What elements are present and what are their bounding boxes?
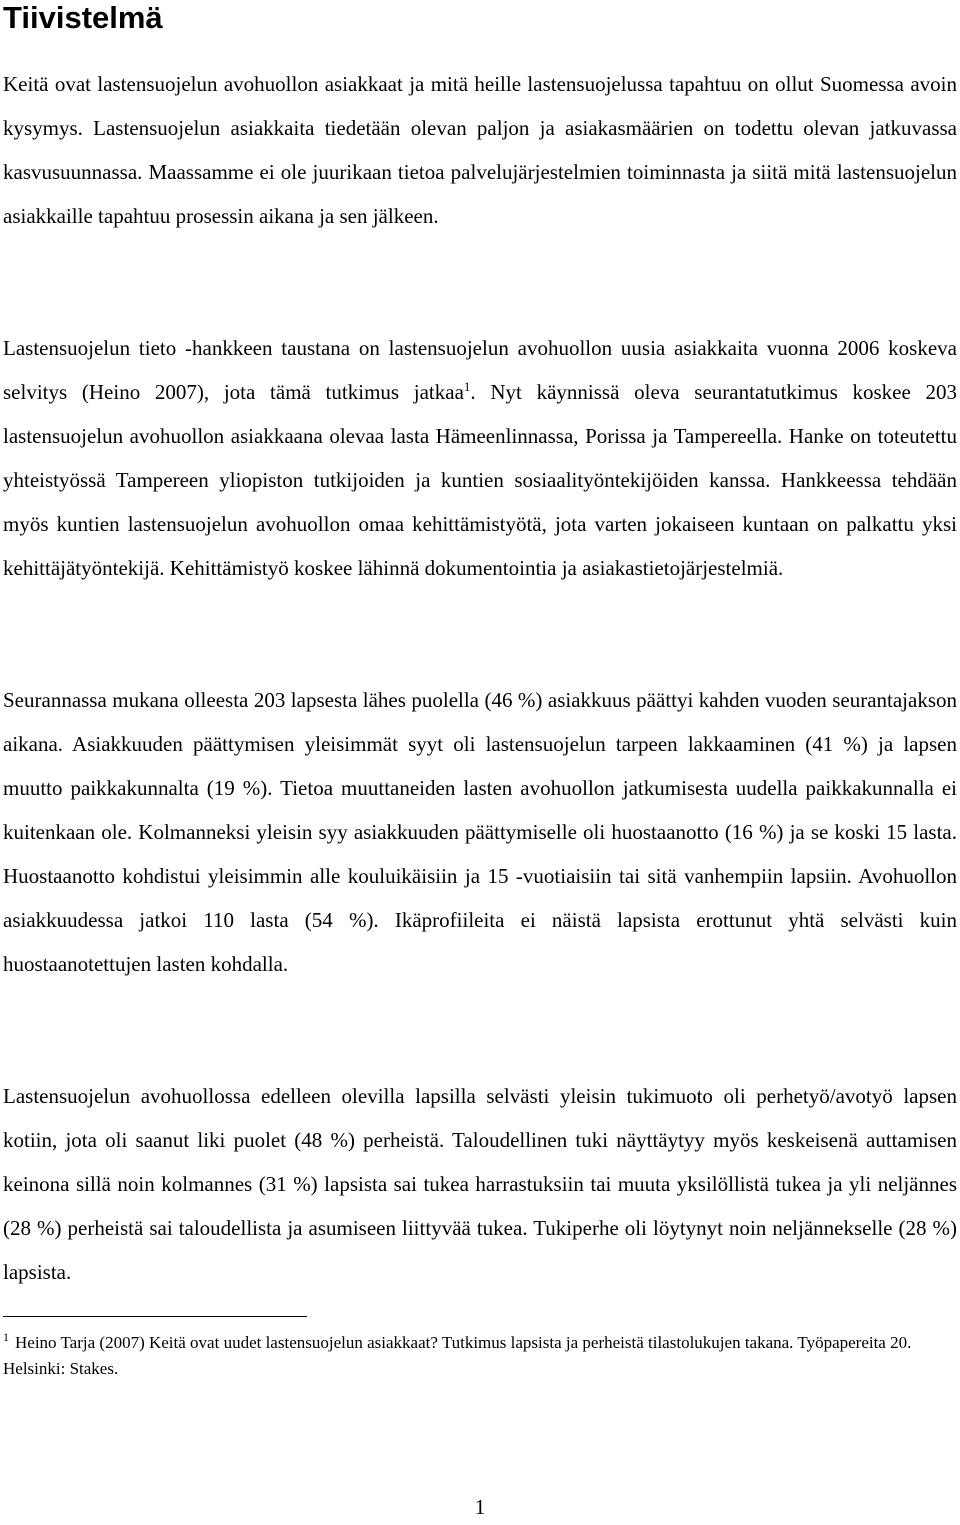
footnote-reference: 1 xyxy=(463,379,471,394)
section-heading: Tiivistelmä xyxy=(3,0,163,35)
paragraph-follow-up-results: Seurannassa mukana olleesta 203 lapsesta lähes puolella (46 %) asiakkuus päättyi kahden vuoden seurantajakson aikana. Asiakkuuden päättymisen yleisimmät syyt oli lastensuojelun tarpeen lakkaaminen (41 %) ja lapsen muutto paikkakunnalta (19 %). Tietoa muuttaneiden lasten avohuollon jatkumisesta uudella paikkakunnalla ei kuitenkaan ole. Kolmanneksi yleisin syy asiakkuuden päättymiselle oli huostaanotto (16 %) ja se koski 15 lasta. Huostaanotto kohdistui yleisimmin alle kouluikäisiin ja 15 -vuotiaisiin tai sitä vanhempiin lapsiin. Avohuollon asiakkuudessa jatkoi 110 lasta (54 %). Ikäprofiileita ei näistä lapsista erottunut yhtä selvästi kuin huostaanotettujen lasten kohdalla. xyxy=(3,688,957,976)
footnote-separator xyxy=(3,1316,307,1317)
paragraph-support-forms: Lastensuojelun avohuollossa edelleen olevilla lapsilla selvästi yleisin tukimuoto oli perhetyö/avotyö lapsen kotiin, jota oli saanut liki puolet (48 %) perheistä. Taloudellinen tuki näyttäytyy myös keskeisenä auttamisen keinona sillä noin kolmannes (31 %) lapsista sai tukea harrastuksiin tai muuta yksilöllistä tukea ja yli neljännes (28 %) perheistä sai taloudellista ja asumiseen liittyvää tukea. Tukiperhe oli löytynyt noin neljännekselle (28 %) lapsista. xyxy=(3,1084,957,1284)
footnote-text: Heino Tarja (2007) Keitä ovat uudet lastensuojelun asiakkaat? Tutkimus lapsista ja perheistä tilastolukujen takana. Työpapereita 20. Helsinki: Stakes. xyxy=(3,1333,912,1378)
footnote-marker: 1 xyxy=(3,1330,9,1345)
paragraph-project-text-start: Lastensuojelun tieto -hankkeen taustana on lastensuojelun avohuollon uusia asiakkaita vuonna 2006 koskeva selvitys (Heino 2007), jota tämä tutkimus jatkaa xyxy=(3,336,957,404)
paragraph-project-text-end: . Nyt käynnissä oleva seurantatutkimus koskee 203 lastensuojelun avohuollon asiakkaana olevaa lasta Hämeenlinnassa, Porissa ja Tampereella. Hanke on toteutettu yhteistyössä Tampereen yliopiston tutkijoiden ja kuntien sosiaalityöntekijöiden kanssa. Hankkeessa tehdään myös kuntien lastensuojelun avohuollon omaa kehittämistyötä, jota varten jokaiseen kuntaan on palkattu yksi kehittäjätyöntekijä. Kehittämistyö koskee lähinnä dokumentointia ja asiakastietojärjestelmiä. xyxy=(3,380,957,580)
paragraph-project-background xyxy=(3,326,957,590)
paragraph-intro: Keitä ovat lastensuojelun avohuollon asiakkaat ja mitä heille lastensuojelussa tapahtuu on ollut Suomessa avoin kysymys. Lastensuojelun asiakkaita tiedetään olevan paljon ja asiakasmäärien on todettu olevan jatkuvassa kasvusuunnassa. Maassamme ei ole juurikaan tietoa palvelujärjestelmien toiminnasta ja siitä mitä lastensuojelun asiakkaille tapahtuu prosessin aikana ja sen jälkeen. xyxy=(3,72,957,228)
footnote xyxy=(3,1330,943,1382)
page-number: 1 xyxy=(474,1495,486,1519)
